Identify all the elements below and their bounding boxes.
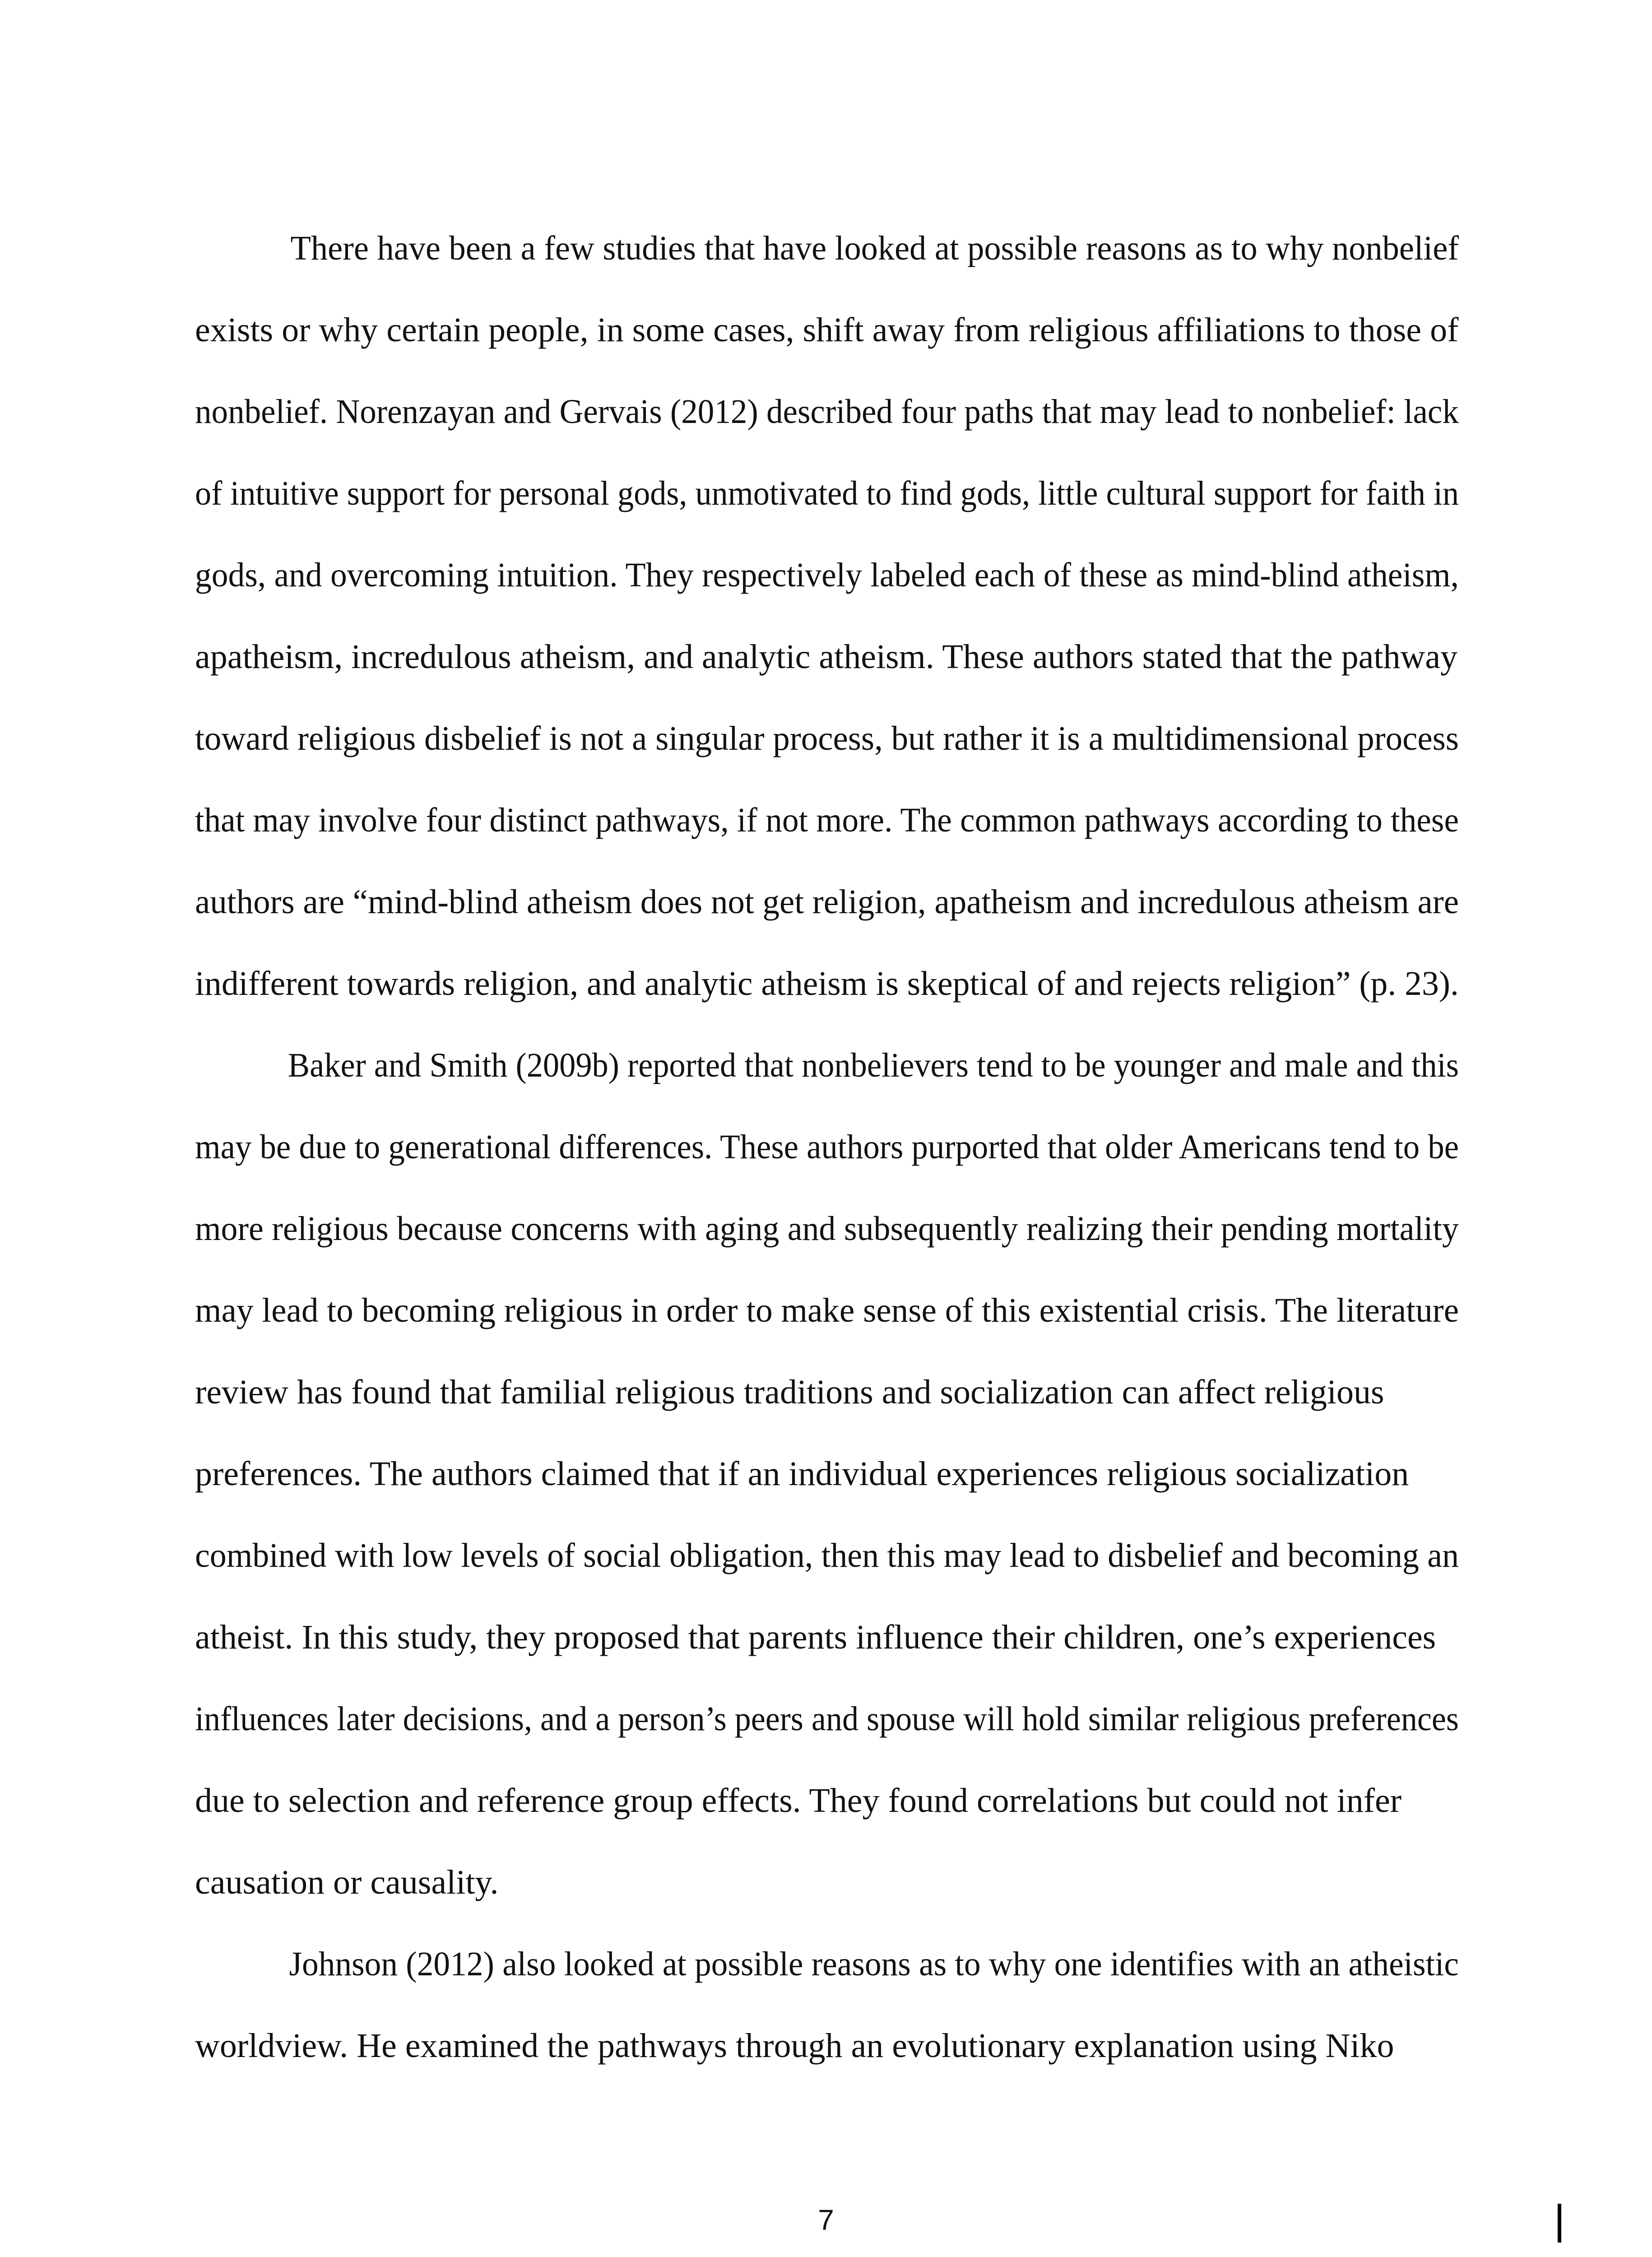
text-line: atheist. In this study, they proposed that parents influence their children, one’s experiences bbox=[195, 1618, 1436, 1656]
text-line: of intuitive support for personal gods, unmotivated to find gods, little cultural support for faith in bbox=[195, 474, 1459, 512]
text-line: apatheism, incredulous atheism, and analytic atheism. These authors stated that the pathway bbox=[195, 638, 1458, 676]
text-line: causation or causality. bbox=[195, 1863, 499, 1901]
text-line: may lead to becoming religious in order to make sense of this existential crisis. The literature bbox=[195, 1291, 1459, 1329]
text-line: influences later decisions, and a person’s peers and spouse will hold similar religious preferences bbox=[195, 1700, 1459, 1738]
text-line: more religious because concerns with aging and subsequently realizing their pending mortality bbox=[195, 1210, 1459, 1248]
text-line: due to selection and reference group effects. They found correlations but could not infer bbox=[195, 1782, 1402, 1820]
text-line: Johnson (2012) also looked at possible reasons as to why one identifies with an atheistic bbox=[289, 1945, 1459, 1983]
text-line: Baker and Smith (2009b) reported that nonbelievers tend to be younger and male and this bbox=[288, 1046, 1459, 1084]
paragraph bbox=[195, 208, 1459, 1025]
text-line: gods, and overcoming intuition. They respectively labeled each of these as mind-blind atheism, bbox=[195, 556, 1459, 594]
text-line: indifferent towards religion, and analytic atheism is skeptical of and rejects religion” (p. 23). bbox=[195, 965, 1459, 1003]
text-line: combined with low levels of social obligation, then this may lead to disbelief and becoming an bbox=[195, 1537, 1459, 1574]
paragraph bbox=[195, 1923, 1459, 2087]
text-line: exists or why certain people, in some cases, shift away from religious affiliations to those of bbox=[195, 311, 1459, 349]
text-line: worldview. He examined the pathways through an evolutionary explanation using Niko bbox=[195, 2027, 1394, 2065]
text-line: may be due to generational differences. These authors purported that older Americans tend to be bbox=[195, 1128, 1459, 1166]
text-line: review has found that familial religious traditions and socialization can affect religious bbox=[195, 1373, 1384, 1411]
page-number: 7 bbox=[818, 2204, 834, 2236]
text-line: toward religious disbelief is not a singular process, but rather it is a multidimensional process bbox=[195, 720, 1459, 757]
text-line: that may involve four distinct pathways, if not more. The common pathways according to these bbox=[195, 801, 1459, 839]
text-line: preferences. The authors claimed that if an individual experiences religious socialization bbox=[195, 1455, 1409, 1493]
text-cursor-icon bbox=[1558, 2204, 1561, 2243]
text-line: authors are “mind-blind atheism does not get religion, apatheism and incredulous atheism are bbox=[195, 883, 1459, 921]
body-text bbox=[195, 208, 1459, 2087]
paragraph bbox=[195, 1025, 1459, 1923]
text-line: There have been a few studies that have looked at possible reasons as to why nonbelief bbox=[290, 229, 1459, 267]
text-line: nonbelief. Norenzayan and Gervais (2012) described four paths that may lead to nonbelief: lack bbox=[195, 393, 1459, 431]
